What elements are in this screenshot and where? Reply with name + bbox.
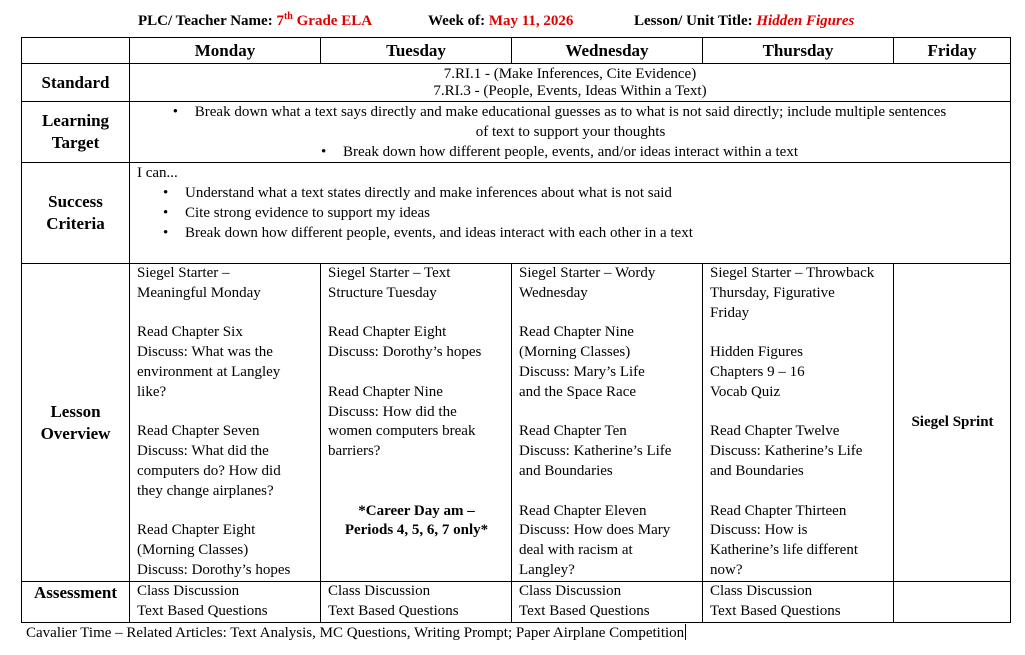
lesson-friday: Siegel Sprint xyxy=(894,264,1011,582)
assessment-line-1: Class Discussion xyxy=(710,583,813,599)
lesson-line: they change airplanes? xyxy=(137,482,274,499)
lesson-line: and Boundaries xyxy=(519,462,613,479)
lesson-line: Structure Tuesday xyxy=(328,284,437,301)
lesson-line: Siegel Starter – Text xyxy=(328,265,451,281)
lesson-line: Read Chapter Twelve xyxy=(710,423,840,440)
footer-note[interactable] xyxy=(26,624,686,642)
footer-text: Cavalier Time – Related Articles: Text Analysis, MC Questions, Writing Prompt; Paper Airplane Competition xyxy=(26,625,685,641)
lesson-line: Discuss: Katherine’s Life xyxy=(710,443,863,460)
spacer xyxy=(137,403,314,423)
lesson-line: Discuss: What did the xyxy=(137,443,269,460)
lesson-line: Discuss: Mary’s Life xyxy=(519,363,645,380)
spacer xyxy=(710,403,887,423)
success-criteria-intro: I can... xyxy=(137,165,178,181)
lesson-line: Discuss: How does Mary xyxy=(519,522,671,539)
learning-target-content xyxy=(130,102,1011,163)
days-header-row xyxy=(22,38,1011,64)
lesson-title-value: Hidden Figures xyxy=(756,13,855,29)
lesson-line: Hidden Figures xyxy=(710,344,803,361)
assessment-tuesday xyxy=(321,582,512,623)
lesson-line: Chapters 9 – 16 xyxy=(710,363,805,380)
lesson-line: Discuss: Dorothy’s hopes xyxy=(137,561,291,578)
day-header-friday: Friday xyxy=(894,38,1011,64)
lesson-line: and Boundaries xyxy=(710,462,804,479)
success-criteria-label-line-1: Success xyxy=(48,192,103,211)
assessment-line-1: Class Discussion xyxy=(519,583,622,599)
standard-row xyxy=(22,64,1011,102)
lesson-line: Read Chapter Nine xyxy=(519,324,634,341)
success-criteria-row xyxy=(22,163,1011,264)
lesson-title-label: Lesson/ Unit Title: xyxy=(634,13,757,29)
lesson-line: Discuss: Dorothy’s hopes xyxy=(328,344,482,361)
lesson-line: Read Chapter Thirteen xyxy=(710,502,847,519)
lesson-line: environment at Langley xyxy=(137,363,281,380)
spacer xyxy=(328,462,505,482)
lesson-line: Discuss: Katherine’s Life xyxy=(519,443,672,460)
career-day-note xyxy=(328,502,505,542)
lesson-thursday xyxy=(703,264,894,582)
lesson-line: computers do? How did xyxy=(137,462,281,479)
week-value: May 11, 2026 xyxy=(488,13,574,29)
spacer xyxy=(328,363,505,383)
learning-target-bullet-1-text-b: of text to support your thoughts xyxy=(475,124,666,140)
career-day-note-line-1: *Career Day am – xyxy=(358,502,475,519)
spacer xyxy=(710,482,887,502)
lesson-overview-label-line-2: Overview xyxy=(40,423,111,443)
success-criteria-item: • Cite strong evidence to support my ideas xyxy=(185,203,1004,223)
learning-target-bullet-1 xyxy=(195,102,946,122)
day-header-thursday: Thursday xyxy=(703,38,894,64)
success-criteria-item: • Break down how different people, events, and ideas interact with each other in a text xyxy=(185,223,1004,243)
lesson-overview-row xyxy=(22,264,1011,582)
success-criteria-label xyxy=(22,163,130,264)
lesson-line: Wednesday xyxy=(519,284,588,301)
lesson-line: Discuss: How did the xyxy=(328,403,457,420)
lesson-overview-label-line-1: Lesson xyxy=(50,401,101,421)
day-header-monday: Monday xyxy=(130,38,321,64)
lesson-line: Siegel Starter – xyxy=(137,265,230,281)
success-criteria-label-line-2: Criteria xyxy=(46,214,105,233)
teacher-value xyxy=(276,13,372,29)
lesson-line: Read Chapter Seven xyxy=(137,423,260,440)
assessment-line-2: Text Based Questions xyxy=(519,602,650,619)
assessment-line-2: Text Based Questions xyxy=(328,602,459,619)
document-header xyxy=(0,13,1025,33)
text-cursor xyxy=(685,624,686,640)
lesson-line: Meaningful Monday xyxy=(137,284,261,301)
spacer xyxy=(137,304,314,324)
lesson-line: Langley? xyxy=(519,561,575,578)
spacer xyxy=(519,304,696,324)
lesson-line: Friday xyxy=(710,304,750,321)
lesson-line: and the Space Race xyxy=(519,383,637,400)
spacer xyxy=(519,482,696,502)
learning-target-label xyxy=(22,102,130,163)
spacer xyxy=(710,323,887,343)
career-day-note-line-2: Periods 4, 5, 6, 7 only* xyxy=(344,522,489,539)
standard-content xyxy=(130,64,1011,102)
lesson-line: Thursday, Figurative xyxy=(710,284,835,301)
lesson-line: (Morning Classes) xyxy=(519,344,631,361)
lesson-line: Read Chapter Ten xyxy=(519,423,627,440)
teacher-grade-number: 7 xyxy=(276,13,284,29)
lesson-tuesday xyxy=(321,264,512,582)
learning-target-row xyxy=(22,102,1011,163)
lesson-line: (Morning Classes) xyxy=(137,542,249,559)
standard-line-1: 7.RI.1 - (Make Inferences, Cite Evidence) xyxy=(443,65,697,82)
lesson-line: Read Chapter Eight xyxy=(328,324,447,341)
corner-cell xyxy=(22,38,130,64)
learning-target-bullet-2-text: Break down how different people, events, and/or ideas interact within a text xyxy=(343,144,798,160)
assessment-monday xyxy=(130,582,321,623)
assessment-wednesday xyxy=(512,582,703,623)
lesson-line: like? xyxy=(137,383,167,400)
assessment-row xyxy=(22,582,1011,623)
success-criteria-list xyxy=(137,183,1004,243)
lesson-line: Siegel Starter – Wordy xyxy=(519,265,656,281)
lesson-line: Siegel Starter – Throwback xyxy=(710,265,875,281)
success-criteria-item: • Understand what a text states directly and make inferences about what is not said xyxy=(185,183,1004,203)
lesson-line: Read Chapter Six xyxy=(137,324,243,341)
assessment-label: Assessment xyxy=(22,582,130,623)
assessment-line-1: Class Discussion xyxy=(328,583,431,599)
standard-line-2: 7.RI.3 - (People, Events, Ideas Within a Text) xyxy=(433,82,707,99)
lesson-line: Vocab Quiz xyxy=(710,383,781,400)
lesson-line: Read Chapter Eleven xyxy=(519,502,647,519)
lesson-line: deal with racism at xyxy=(519,542,633,559)
lesson-title-field xyxy=(634,13,854,30)
week-field xyxy=(428,13,573,30)
assessment-line-2: Text Based Questions xyxy=(137,602,268,619)
lesson-line: Discuss: How is xyxy=(710,522,808,539)
plc-teacher-field xyxy=(138,13,372,30)
assessment-line-1: Class Discussion xyxy=(137,583,240,599)
learning-target-bullet-2 xyxy=(343,142,798,162)
spacer xyxy=(328,304,505,324)
assessment-line-2: Text Based Questions xyxy=(710,602,841,619)
lesson-line: Discuss: What was the xyxy=(137,344,273,361)
lesson-line: barriers? xyxy=(328,443,381,460)
day-header-tuesday: Tuesday xyxy=(321,38,512,64)
spacer xyxy=(519,403,696,423)
plc-label: PLC/ Teacher Name: xyxy=(138,13,277,29)
assessment-thursday xyxy=(703,582,894,623)
learning-target-bullet-1-text-a: Break down what a text says directly and make educational guesses as to what is not said directly; include multiple sentences xyxy=(194,104,947,120)
lesson-plan-table xyxy=(21,37,1011,623)
teacher-grade-text: Grade ELA xyxy=(292,13,373,29)
lesson-wednesday xyxy=(512,264,703,582)
learning-target-label-line-1: Learning xyxy=(41,111,110,130)
day-header-wednesday: Wednesday xyxy=(512,38,703,64)
week-label: Week of: xyxy=(428,13,489,29)
spacer xyxy=(328,482,505,502)
learning-target-label-line-2: Target xyxy=(51,133,100,152)
assessment-friday xyxy=(894,582,1011,623)
lesson-monday xyxy=(130,264,321,582)
lesson-line: Read Chapter Nine xyxy=(328,383,443,400)
lesson-line: Read Chapter Eight xyxy=(137,522,256,539)
success-criteria-content xyxy=(130,163,1011,264)
lesson-line: women computers break xyxy=(328,423,476,440)
standard-label: Standard xyxy=(22,64,130,102)
lesson-overview-label xyxy=(22,264,130,582)
lesson-line: now? xyxy=(710,561,743,578)
lesson-line: Katherine’s life different xyxy=(710,542,858,559)
teacher-grade-suffix: th xyxy=(283,11,293,22)
spacer xyxy=(137,502,314,522)
